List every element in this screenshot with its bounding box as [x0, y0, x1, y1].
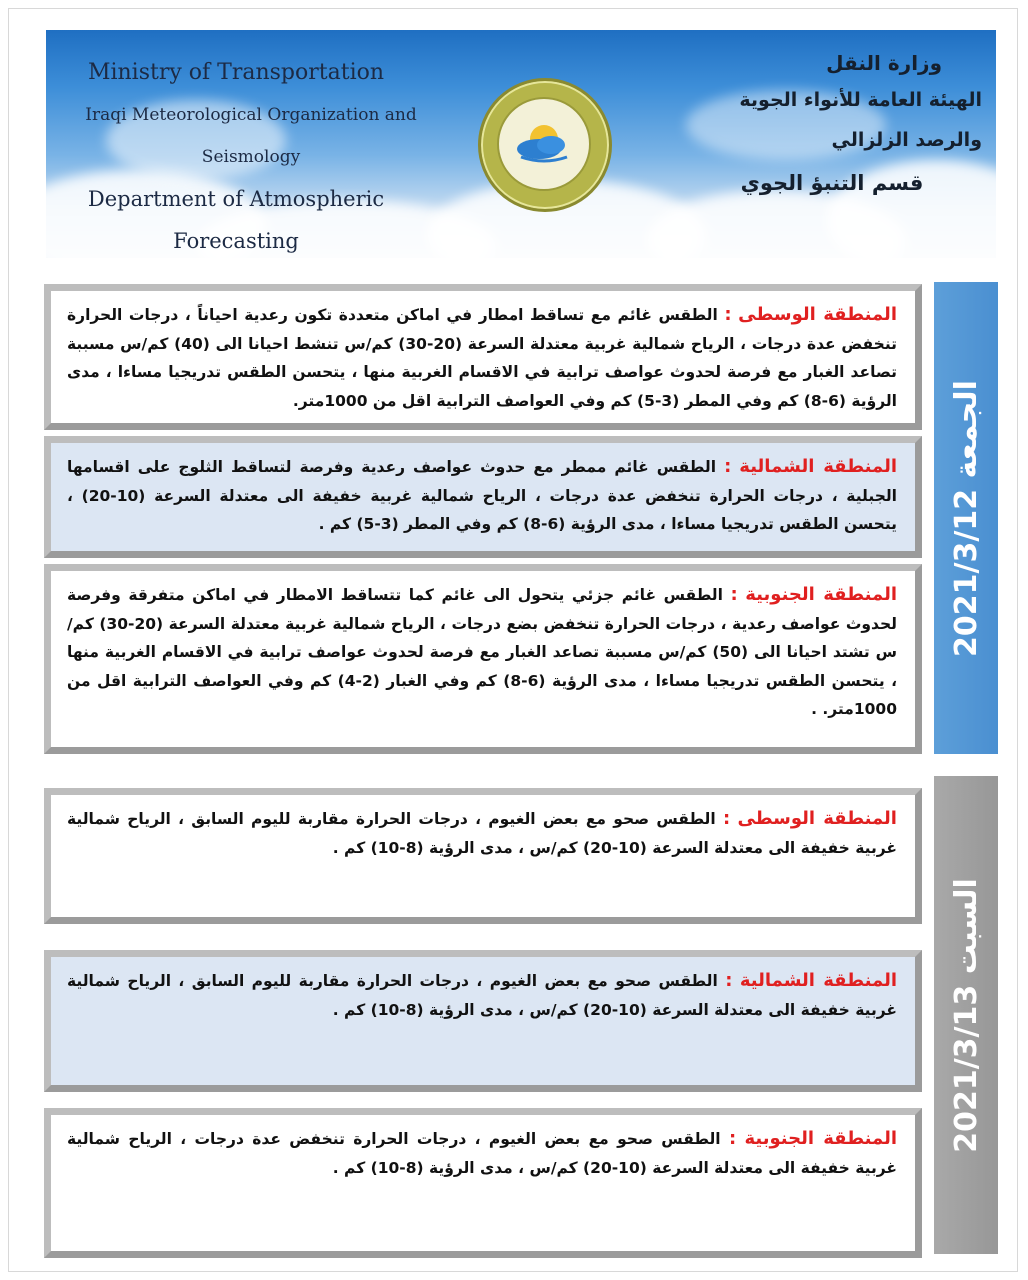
forecast-text: الطقس صحو مع بعض الغيوم ، درجات الحرارة مقاربة لليوم السابق ، الرياح شمالية غربية خفيفة الى معتدلة السرعة (10-20) كم/س ، مدى الرؤية (8-10) كم . [67, 810, 897, 857]
forecast-text: الطقس صحو مع بعض الغيوم ، درجات الحرارة مقاربة لليوم السابق ، الرياح شمالية غربية خفيفة الى معتدلة السرعة (10-20) كم/س ، مدى الرؤية (8-10) كم . [67, 972, 897, 1019]
date-bar-friday [934, 282, 998, 754]
forecast-box-north-day2 [44, 950, 922, 1092]
forecast-box-central-day2 [44, 788, 922, 924]
region-colon: : [725, 970, 733, 991]
weather-cloud-icon [499, 99, 589, 189]
region-colon: : [724, 456, 732, 477]
forecast-text: الطقس صحو مع بعض الغيوم ، درجات الحرارة تنخفض عدة درجات ، الرياح شمالية غربية خفيفة الى معتدلة السرعة (10-20) كم/س ، مدى الرؤية (8-10) كم . [67, 1130, 897, 1177]
region-title: المنطقة الشمالية [739, 970, 898, 991]
forecast-box-central-day1 [44, 284, 922, 430]
organization-name-en: Iraqi Meteorological Organization and Seismology [85, 105, 417, 167]
organization-name-ar: الهيئة العامة للأنواء الجوية والرصد الزلزالي [739, 89, 982, 151]
region-title: المنطقة الوسطى [738, 304, 897, 325]
department-name-en: Department of Atmospheric Forecasting [87, 187, 385, 253]
region-title: المنطقة الوسطى [737, 808, 897, 829]
department-name-ar: قسم التنبؤ الجوي [740, 171, 924, 195]
ministry-name-en: Ministry of Transportation [87, 60, 385, 85]
date-bar-saturday [934, 776, 998, 1254]
forecast-box-south-day2 [44, 1108, 922, 1258]
region-title: المنطقة الشمالية [739, 456, 898, 477]
forecast-box-north-day1 [44, 436, 922, 558]
region-title: المنطقة الجنوبية [744, 1128, 897, 1149]
header-arabic [682, 46, 982, 206]
forecast-box-south-day1 [44, 564, 922, 754]
header-english [46, 52, 426, 258]
header-banner [46, 30, 996, 258]
date-label: الجمعة 2021/3/12 [948, 379, 984, 657]
region-title: المنطقة الجنوبية [745, 584, 897, 605]
region-colon: : [728, 1128, 737, 1149]
region-colon: : [722, 808, 731, 829]
region-colon: : [730, 584, 738, 605]
forecast-text: الطقس غائم مع تساقط امطار في اماكن متعددة تكون رعدية احياناً ، درجات الحرارة تنخفض عدة درجات ، الرياح شمالية غربية معتدلة السرعة (20-30) كم/س تنشط احيانا الى (40) كم/س مسببة تصاعد الغبار مع فرصة لحدوث عواصف ترابية في الاقسام الغربية منها ، يتحسن الطقس تدريجيا مساءا ، مدى الرؤية (6-8) كم وفي المطر (3-5) كم وفي العواصف الترابية اقل من 1000متر. [67, 306, 897, 410]
forecast-text: الطقس غائم جزئي يتحول الى غائم كما تتساقط الامطار في اماكن متفرقة وفرصة لحدوث عواصف رعدية ، درجات الحرارة تنخفض بضع درجات ، الرياح شمالية غربية معتدلة السرعة (20-30) كم/س تشتد احيانا الى (50) كم/س مسببة تصاعد الغبار مع فرصة لحدوث عواصف ترابية في الاقسام الغربية منها ، يتحسن الطقس تدريجيا مساءا ، مدى الرؤية (6-8) كم وفي الغبار (2-4) كم وفي العواصف الترابية اقل من 1000متر. . [67, 586, 898, 718]
date-label: السبت 2021/3/13 [948, 877, 984, 1153]
forecast-text: الطقس غائم ممطر مع حدوث عواصف رعدية وفرصة لتساقط الثلوج على اقسامها الجبلية ، درجات الحرارة تنخفض عدة درجات ، الرياح شمالية غربية خفيفة الى معتدلة السرعة (10-20) ، يتحسن الطقس تدريجيا مساءا ، مدى الرؤية (6-8) كم وفي المطر (3-5) كم . [67, 458, 897, 533]
organization-logo [478, 78, 612, 212]
region-colon: : [724, 304, 732, 325]
ministry-name-ar: وزارة النقل [826, 51, 942, 75]
